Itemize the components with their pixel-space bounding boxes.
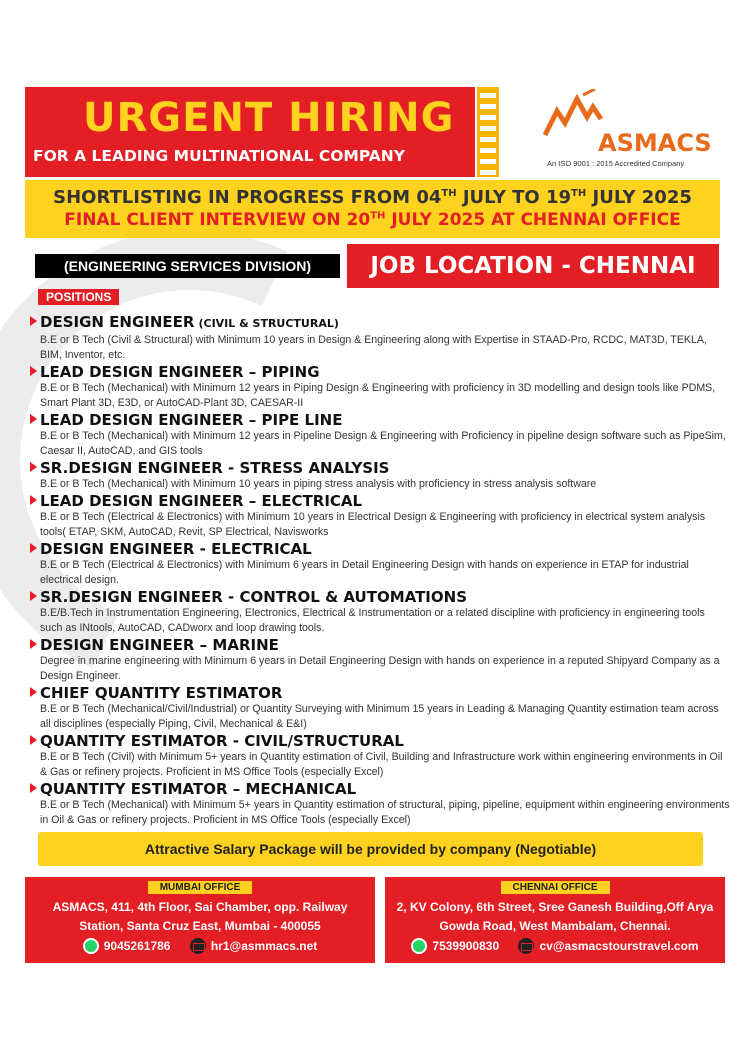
salary-banner: Attractive Salary Package will be provided by company (Negotiable) — [38, 832, 703, 866]
job-title: DESIGN ENGINEER - ELECTRICAL — [30, 540, 730, 558]
bullet-arrow-icon — [30, 687, 37, 697]
mumbai-office — [25, 877, 375, 963]
office-tag: MUMBAI OFFICE — [148, 881, 253, 894]
job-description: B.E or B Tech (Mechanical) with Minimum 12 years in Pipeline Design & Engineering with Proficiency in pipeline design software such as PipeSim, Caesar II, AutoCAD, and GIS tools — [40, 430, 726, 457]
job-title: DESIGN ENGINEER – MARINE — [30, 636, 730, 654]
job-list — [30, 313, 730, 828]
logo-name: ASMACS — [598, 129, 712, 157]
job-title: SR.DESIGN ENGINEER - CONTROL & AUTOMATIONS — [30, 588, 730, 606]
bullet-arrow-icon — [30, 735, 37, 745]
job-item — [30, 363, 730, 411]
job-description: B.E or B Tech (Electrical & Electronics) with Minimum 6 years in Detail Engineering Design with hands on experience in ETAP for industrial electrical design. — [40, 559, 689, 586]
bullet-arrow-icon — [30, 462, 37, 472]
job-item — [30, 732, 730, 780]
job-item — [30, 588, 730, 636]
dates-banner — [25, 180, 720, 238]
office-address: ASMACS, 411, 4th Floor, Sai Chamber, opp. Railway Station, Santa Cruz East, Mumbai - 400055 — [52, 900, 348, 933]
job-title: CHIEF QUANTITY ESTIMATOR — [30, 684, 730, 702]
bullet-arrow-icon — [30, 414, 37, 424]
whatsapp-icon — [83, 938, 99, 954]
job-item — [30, 459, 730, 492]
ladder-decoration — [477, 87, 499, 177]
bullet-arrow-icon — [30, 591, 37, 601]
job-title: SR.DESIGN ENGINEER - STRESS ANALYSIS — [30, 459, 730, 477]
job-description: B.E or B Tech (Mechanical/Civil/Industrial) or Quantity Surveying with Minimum 15 years in Leading & Managing Quantity estimation team across all disciplines (especially Piping, Civil, Mechanical & E&I) — [40, 703, 719, 730]
header — [25, 87, 720, 177]
bullet-arrow-icon — [30, 543, 37, 553]
job-location-badge: JOB LOCATION - CHENNAI — [347, 244, 719, 288]
mountain-logo-icon — [543, 89, 603, 137]
job-description: Degree in marine engineering with Minimum 6 years in Detail Engineering Design with hands on experience in a reputed Shipyard Company as a Design Engineer. — [40, 655, 720, 682]
phone-item[interactable]: 7539900830 — [411, 938, 499, 954]
page-title: URGENT HIRING — [83, 95, 455, 141]
job-description: B.E or B Tech (Electrical & Electronics) with Minimum 10 years in Electrical Design & Engineering with proficiency in electrical system analysis tools( ETAP, SKM, AutoCAD, Revit, SP Electrical, Navisworks — [40, 511, 706, 538]
job-item — [30, 636, 730, 684]
shortlisting-line: SHORTLISTING IN PROGRESS FROM 04TH JULY TO 19TH JULY 2025 — [53, 187, 692, 208]
division-label: (ENGINEERING SERVICES DIVISION) — [35, 254, 340, 278]
job-title: QUANTITY ESTIMATOR – MECHANICAL — [30, 780, 730, 798]
logo-tagline: An ISO 9001 : 2015 Accredited Company — [547, 159, 685, 168]
footer — [25, 877, 725, 963]
job-item — [30, 492, 730, 540]
job-item — [30, 684, 730, 732]
company-logo — [543, 87, 713, 177]
office-contact — [385, 938, 725, 957]
email-item[interactable]: cv@asmacstourstravel.com — [518, 938, 698, 954]
phone-item[interactable]: 9045261786 — [83, 938, 171, 954]
job-title: DESIGN ENGINEER (CIVIL & STRUCTURAL) — [30, 313, 730, 333]
job-description: B.E or B Tech (Civil) with Minimum 5+ years in Quantity estimation of Civil, Building and Infrastructure work within engineering environments in Oil & Gas or refinery projects. Proficient in MS Office Tools (especially Excel) — [40, 751, 723, 778]
office-contact — [25, 938, 375, 957]
job-title: LEAD DESIGN ENGINEER – PIPE LINE — [30, 411, 730, 429]
job-description: B.E or B Tech (Civil & Structural) with Minimum 10 years in Design & Engineering along with Expertise in STAAD-Pro, RCDC, MAT3D, TEKLA, BIM, Inventor, etc. — [40, 334, 707, 361]
email-item[interactable]: hr1@asmmacs.net — [190, 938, 317, 954]
page-subtitle: FOR A LEADING MULTINATIONAL COMPANY — [33, 147, 405, 165]
job-description: B.E or B Tech (Mechanical) with Minimum 10 years in piping stress analysis with proficiency in stress analysis software — [40, 478, 597, 490]
whatsapp-icon — [411, 938, 427, 954]
job-subtitle: (CIVIL & STRUCTURAL) — [198, 317, 339, 330]
bullet-arrow-icon — [30, 639, 37, 649]
job-description: B.E or B Tech (Mechanical) with Minimum 5+ years in Quantity estimation of structural, piping, pipeline, equipment within engineering environments in Oil & Gas or refinery projects. Proficient in MS Office Tools (especially Excel) — [40, 799, 730, 826]
positions-label: POSITIONS — [38, 289, 119, 305]
bullet-arrow-icon — [30, 316, 37, 326]
bullet-arrow-icon — [30, 495, 37, 505]
office-tag: CHENNAI OFFICE — [501, 881, 610, 894]
job-item — [30, 780, 730, 828]
interview-line: FINAL CLIENT INTERVIEW ON 20TH JULY 2025 AT CHENNAI OFFICE — [64, 210, 681, 230]
header-red-panel — [25, 87, 475, 177]
job-title: QUANTITY ESTIMATOR - CIVIL/STRUCTURAL — [30, 732, 730, 750]
job-description: B.E or B Tech (Mechanical) with Minimum 12 years in Piping Design & Engineering with proficiency in 3D modelling and design tools like PDMS, Smart Plant 3D, E3D, or AutoCAD-Plant 3D, CAESAR-II — [40, 382, 716, 409]
job-description: B.E/B.Tech in Instrumentation Engineering, Electronics, Electrical & Instrumentation or a related discipline with proficiency in engineering tools such as INtools, AutoCAD, CADworx and loop drawing tools. — [40, 607, 705, 634]
job-item — [30, 411, 730, 459]
bullet-arrow-icon — [30, 783, 37, 793]
job-title: LEAD DESIGN ENGINEER – PIPING — [30, 363, 730, 381]
office-address: 2, KV Colony, 6th Street, Sree Ganesh Building,Off Arya Gowda Road, West Mambalam, Chennai. — [396, 900, 714, 933]
mail-icon — [190, 938, 206, 954]
mail-icon — [518, 938, 534, 954]
job-item — [30, 313, 730, 363]
chennai-office — [385, 877, 725, 963]
footer-divider — [375, 877, 385, 963]
job-item — [30, 540, 730, 588]
job-title: LEAD DESIGN ENGINEER – ELECTRICAL — [30, 492, 730, 510]
bullet-arrow-icon — [30, 366, 37, 376]
